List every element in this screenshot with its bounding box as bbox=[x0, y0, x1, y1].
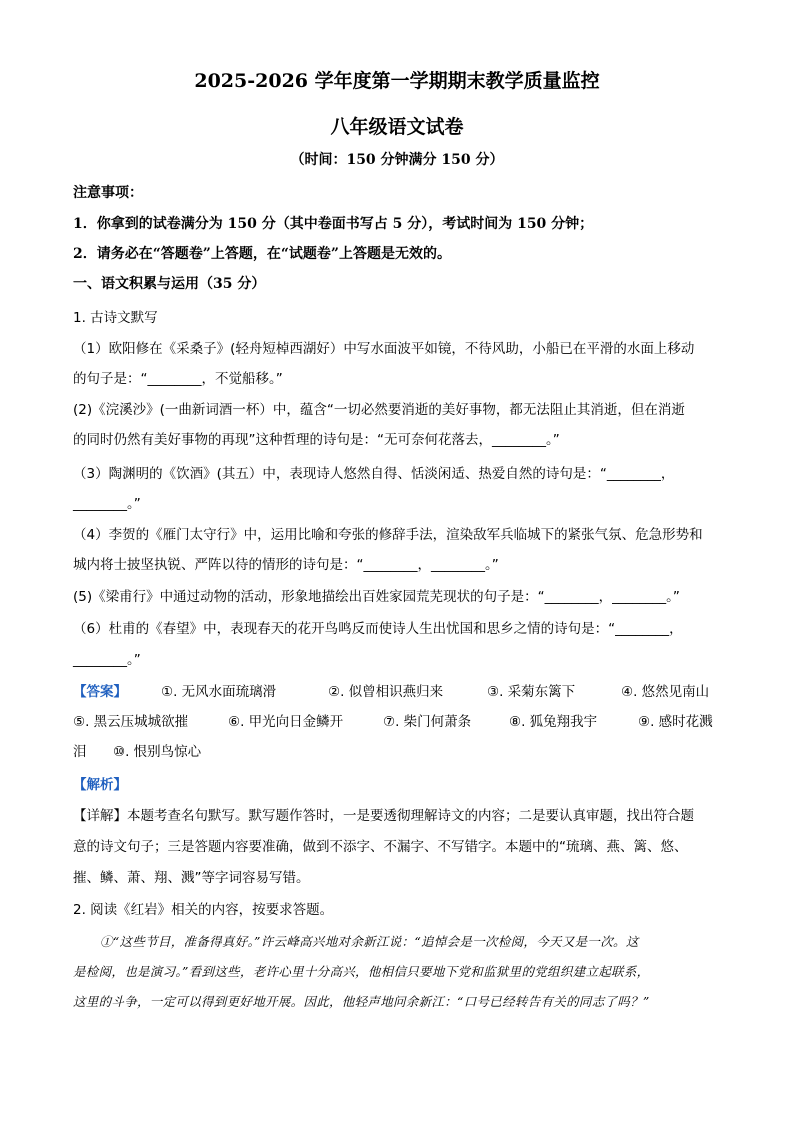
question-1-item-5: (5)《梁甫行》中通过动物的活动，形象地描绘出百姓家园荒芜现状的句子是：“________，________。” bbox=[73, 589, 680, 605]
question-1-stem: 1. 古诗文默写 bbox=[73, 310, 158, 326]
analysis-label: 【解析】 bbox=[73, 777, 127, 793]
answer-item: ①. 无风水面琉璃滑 bbox=[161, 684, 277, 700]
analysis-line-3: 摧、鳞、萧、翔、溅”等字词容易写错。 bbox=[73, 870, 310, 886]
exam-subtitle: 八年级语文试卷 bbox=[330, 116, 464, 138]
answer-item: ⑦. 柴门何萧条 bbox=[383, 714, 472, 730]
question-1-item-6-line-2: ________。” bbox=[73, 652, 141, 668]
answer-item: ⑧. 狐兔翔我宇 bbox=[509, 714, 598, 730]
question-1-item-4-line-1: （4）李贺的《雁门太守行》中，运用比喻和夸张的修辞手法，渲染敌军兵临城下的紧张气氛、危急形势和 bbox=[73, 527, 703, 543]
analysis-line-1: 【详解】本题考查名句默写。默写题作答时，一是要透彻理解诗文的内容；二是要认真审题，找出符合题 bbox=[73, 808, 694, 824]
question-1-item-3-line-2: ________。” bbox=[73, 496, 141, 512]
answer-item: ⑨. 感时花溅 bbox=[638, 714, 713, 730]
question-1-item-2-line-2: 的同时仍然有美好事物的再现”这种哲理的诗句是：“无可奈何花落去，________。” bbox=[73, 432, 560, 448]
question-1-item-6-line-1: （6）杜甫的《春望》中，表现春天的花开鸟鸣反而使诗人生出忧国和思乡之情的诗句是：“________， bbox=[73, 621, 683, 637]
section-1-heading: 一、语文积累与运用（35 分） bbox=[73, 276, 266, 292]
answer-row-1 bbox=[73, 682, 723, 702]
question-1-item-1-line-1: （1）欧阳修在《采桑子》(轻舟短棹西湖好）中写水面波平如镜，不待风助，小船已在平滑的水面上移动 bbox=[73, 341, 695, 357]
question-1-item-3-line-1: （3）陶渊明的《饮酒》(其五）中，表现诗人悠然自得、恬淡闲适、热爱自然的诗句是：“________， bbox=[73, 466, 675, 482]
answer-item: ⑥. 甲光向日金鳞开 bbox=[228, 714, 344, 730]
question-1-item-1-line-2: 的句子是：“________，不觉船移。” bbox=[73, 371, 283, 387]
exam-time-info: （时间：150 分钟满分 150 分） bbox=[290, 152, 504, 168]
question-2-stem: 2. 阅读《红岩》相关的内容，按要求答题。 bbox=[73, 902, 334, 918]
passage-line-1: ①“这些节目，准备得真好。”许云峰高兴地对余新江说：“追悼会是一次检阅，今天又是一次。这 bbox=[100, 934, 639, 949]
question-1-item-4-line-2: 城内将士披坚执锐、严阵以待的情形的诗句是：“________，________。” bbox=[73, 557, 499, 573]
question-1-item-2-line-1: (2)《浣溪沙》(一曲新词酒一杯）中，蕴含“一切必然要消逝的美好事物，都无法阻止其消逝，但在消逝 bbox=[73, 402, 685, 418]
passage-line-2: 是检阅，也是演习。”看到这些，老许心里十分高兴，他相信只要地下党和监狱里的党组织建立起联系， bbox=[73, 964, 650, 979]
answer-item: 泪 bbox=[73, 744, 87, 760]
answer-item: ③. 采菊东篱下 bbox=[487, 684, 576, 700]
notes-item-2: 2．请务必在“答题卷”上答题，在“试题卷”上答题是无效的。 bbox=[73, 246, 451, 262]
answer-item: ④. 悠然见南山 bbox=[621, 684, 710, 700]
analysis-line-2: 意的诗文句子；三是答题内容要准确，做到不添字、不漏字、不写错字。本题中的“琉璃、燕、篱、悠、 bbox=[73, 839, 688, 855]
answer-item: ⑤. 黑云压城城欲摧 bbox=[73, 714, 189, 730]
exam-title: 2025-2026 学年度第一学期期末教学质量监控 bbox=[194, 70, 600, 92]
passage-line-3: 这里的斗争，一定可以得到更好地开展。因此，他轻声地问余新江：“口号已经转告有关的同志了吗？” bbox=[73, 994, 650, 1009]
answer-label: 【答案】 bbox=[73, 684, 127, 700]
notes-item-1: 1．你拿到的试卷满分为 150 分（其中卷面书写占 5 分），考试时间为 150 分钟； bbox=[73, 216, 594, 232]
answer-item: ②. 似曾相识燕归来 bbox=[328, 684, 444, 700]
answer-item: ⑩. 恨别鸟惊心 bbox=[113, 744, 202, 760]
notes-heading: 注意事项： bbox=[73, 185, 143, 201]
